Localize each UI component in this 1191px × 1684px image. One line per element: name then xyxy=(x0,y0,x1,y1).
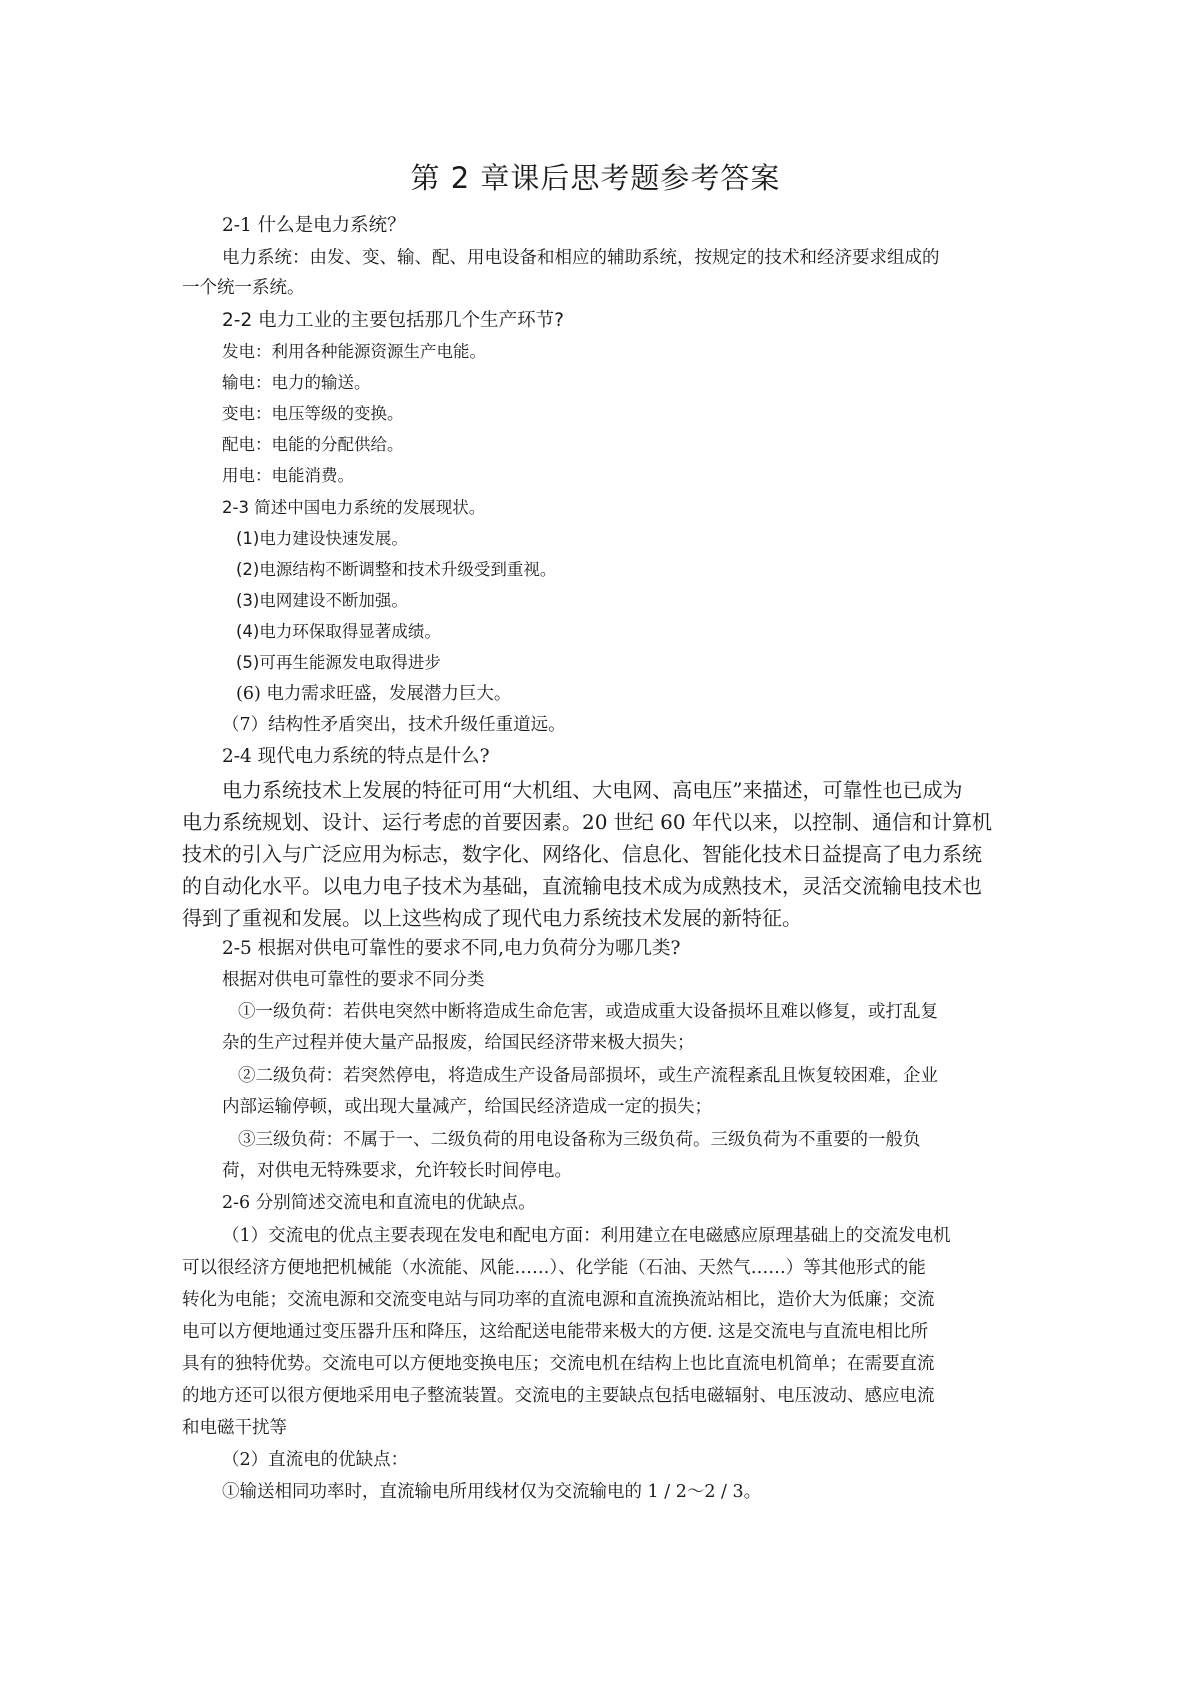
list-item: (6) 电力需求旺盛，发展潜力巨大。 xyxy=(236,684,512,704)
question-2-3: 2-3 简述中国电力系统的发展现状。 xyxy=(222,498,486,517)
paragraph-line: 的自动化水平。以电力电子技术为基础，直流输电技术成为成熟技术，灵活交流输电技术也 xyxy=(182,874,982,898)
question-2-1: 2-1 什么是电力系统？ xyxy=(222,215,406,236)
list-item: (3)电网建设不断加强。 xyxy=(236,591,408,610)
paragraph-line: ①输送相同功率时，直流输电所用线材仅为交流输电的 1 / 2～2 / 3。 xyxy=(222,1482,762,1502)
paragraph-line: （1）交流电的优点主要表现在发电和配电方面：利用建立在电磁感应原理基础上的交流发电机 xyxy=(222,1226,951,1246)
question-2-6: 2-6 分别简述交流电和直流电的优缺点。 xyxy=(222,1193,536,1213)
answer-line: 电力系统：由发、变、输、配、用电设备和相应的辅助系统，按规定的技术和经济要求组成的 xyxy=(222,248,940,268)
paragraph-line: 电力系统技术上发展的特征可用“大机组、大电网、高电压”来描述，可靠性也已成为 xyxy=(222,778,963,802)
load-class-line: ②二级负荷：若突然停电，将造成生产设备局部损坏，或生产流程紊乱且恢复较困难，企业 xyxy=(238,1066,938,1086)
load-class-line: 杂的生产过程并使大量产品报废，给国民经济带来极大损失； xyxy=(222,1033,695,1053)
load-class-line: 荷，对供电无特殊要求，允许较长时间停电。 xyxy=(222,1161,572,1181)
paragraph-line: 电力系统规划、设计、运行考虑的首要因素。20 世纪 60 年代以来，以控制、通信和计算机 xyxy=(182,810,992,834)
page-title: 第 2 章课后思考题参考答案 xyxy=(410,161,781,195)
list-item: (5)可再生能源发电取得进步 xyxy=(236,653,441,672)
answer-line: 一个统一系统。 xyxy=(182,278,305,298)
paragraph-line: 技术的引入与广泛应用为标志，数字化、网络化、信息化、智能化技术日益提高了电力系统 xyxy=(182,842,982,866)
paragraph-line: 和电磁干扰等 xyxy=(182,1418,287,1438)
question-2-2: 2-2 电力工业的主要包括那几个生产环节? xyxy=(222,310,564,331)
paragraph-line: 可以很经济方便地把机械能（水流能、风能……）、化学能（石油、天然气……）等其他形式的能 xyxy=(182,1258,926,1278)
question-2-4: 2-4 现代电力系统的特点是什么? xyxy=(222,746,490,767)
list-item: 变电：电压等级的变换。 xyxy=(222,404,404,423)
load-class-line: ③三级负荷：不属于一、二级负荷的用电设备称为三级负荷。三级负荷为不重要的一般负 xyxy=(238,1130,921,1150)
load-class-line: ①一级负荷：若供电突然中断将造成生命危害，或造成重大设备损坏且难以修复，或打乱复 xyxy=(238,1002,938,1022)
intro-line: 根据对供电可靠性的要求不同分类 xyxy=(222,970,485,990)
list-item: 输电：电力的输送。 xyxy=(222,373,371,392)
list-item: 用电：电能消费。 xyxy=(222,466,354,485)
list-item: (2)电源结构不断调整和技术升级受到重视。 xyxy=(236,560,557,579)
paragraph-line: 转化为电能；交流电源和交流变电站与同功率的直流电源和直流换流站相比，造价大为低廉；交流 xyxy=(182,1290,935,1310)
list-item: 配电：电能的分配供给。 xyxy=(222,435,404,454)
list-item: 发电：利用各种能源资源生产电能。 xyxy=(222,342,486,361)
list-item: (4)电力环保取得显著成绩。 xyxy=(236,622,441,641)
paragraph-line: 电可以方便地通过变压器升压和降压，这给配送电能带来极大的方便. 这是交流电与直流电相比所 xyxy=(182,1322,929,1342)
paragraph-line: 具有的独特优势。交流电可以方便地变换电压；交流电机在结构上也比直流电机简单；在需要直流 xyxy=(182,1354,935,1374)
subheading: （2）直流电的优缺点： xyxy=(222,1450,409,1470)
list-item: (1)电力建设快速发展。 xyxy=(236,529,408,548)
question-2-5: 2-5 根据对供电可靠性的要求不同,电力负荷分为哪几类? xyxy=(222,938,681,959)
paragraph-line: 得到了重视和发展。以上这些构成了现代电力系统技术发展的新特征。 xyxy=(182,906,802,930)
list-item: （7）结构性矛盾突出，技术升级任重道远。 xyxy=(222,715,566,735)
paragraph-line: 的地方还可以很方便地采用电子整流装置。交流电的主要缺点包括电磁辐射、电压波动、感应电流 xyxy=(182,1386,935,1406)
load-class-line: 内部运输停顿，或出现大量减产，给国民经济造成一定的损失； xyxy=(222,1097,712,1117)
